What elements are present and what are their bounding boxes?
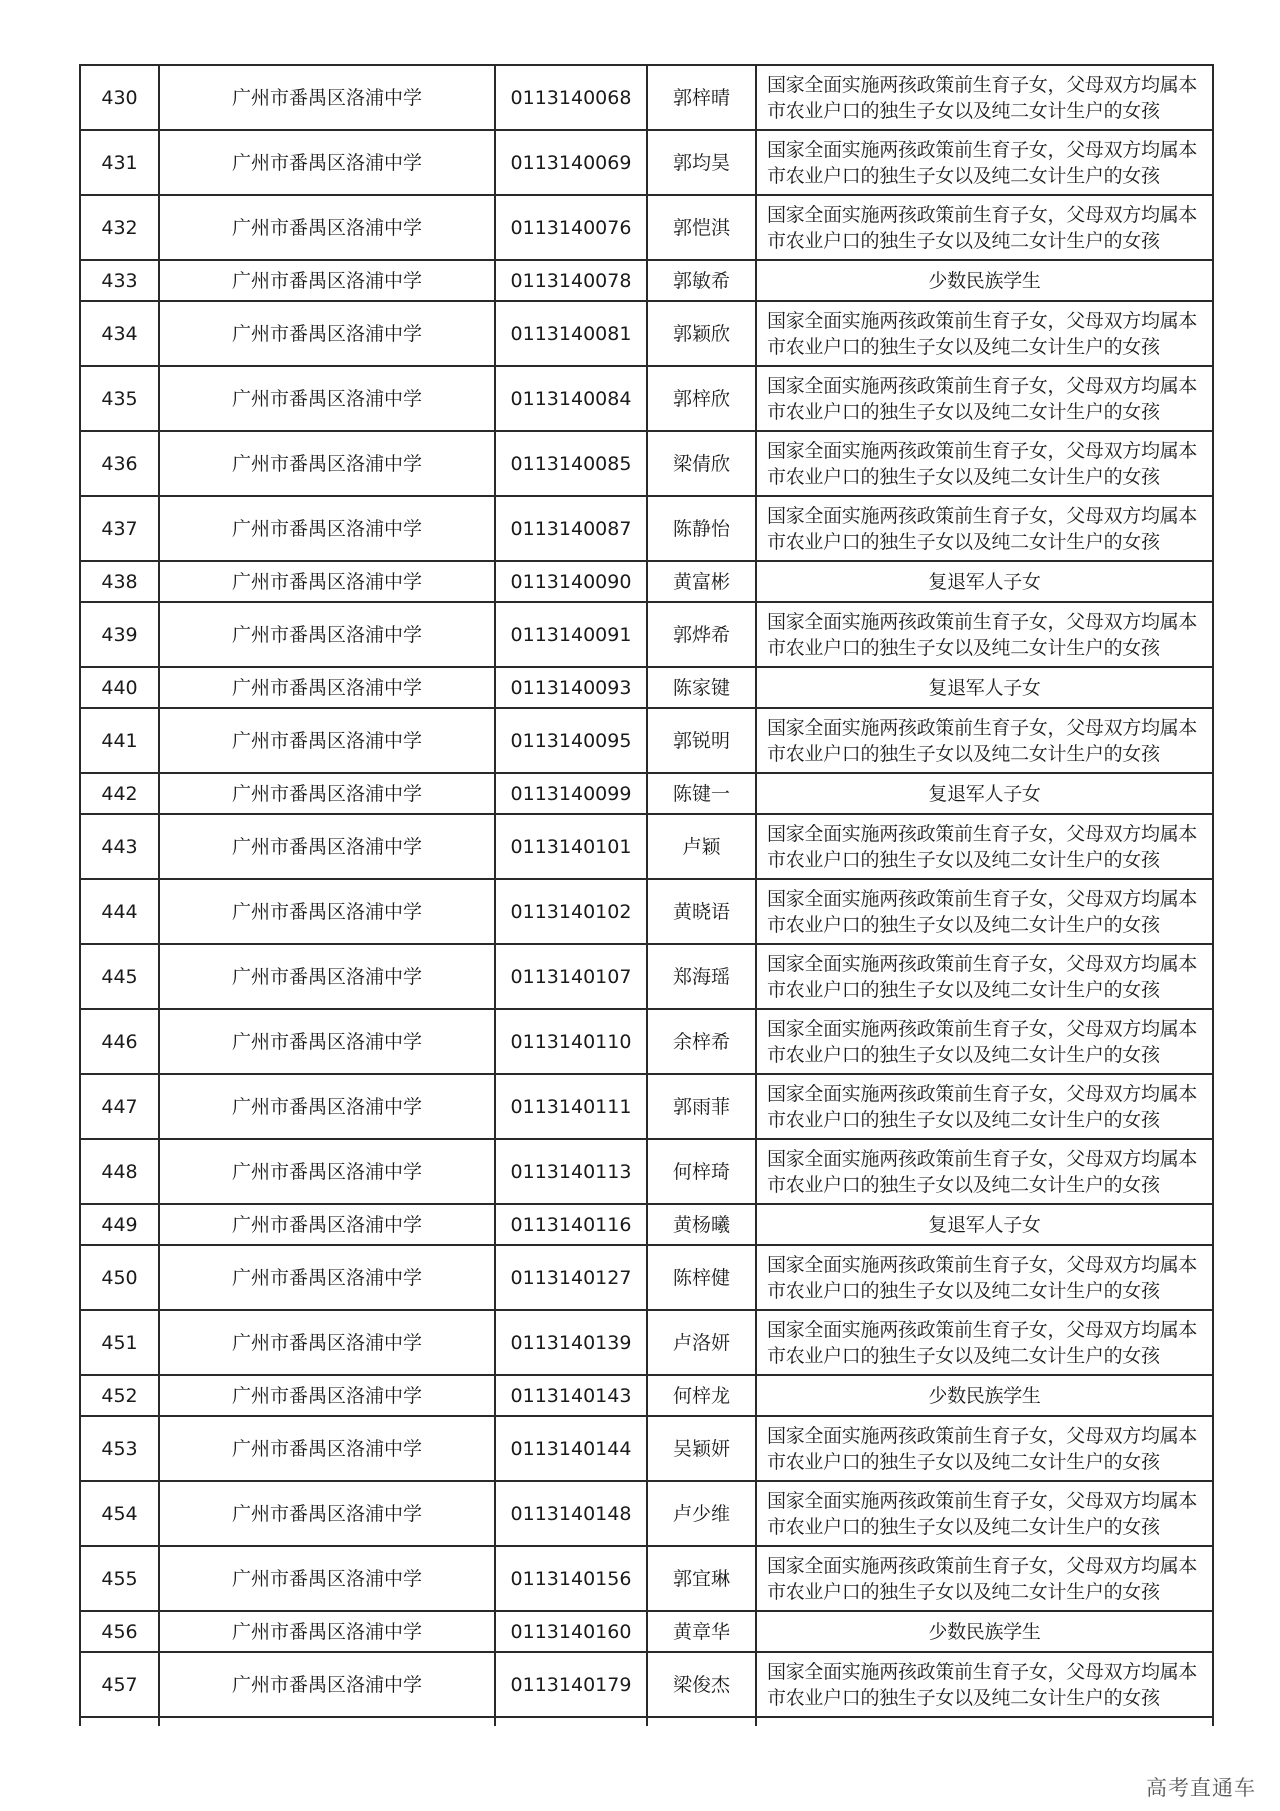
eligibility-category-cell: 国家全面实施两孩政策前生育子女，父母双方均属本市农业户口的独生子女以及纯二女计生户的女孩 [756,1652,1213,1717]
table-row [80,1652,1213,1717]
student-name-cell: 黄晓语 [647,879,756,944]
student-name-cell: 梁俊杰 [647,1652,756,1717]
row-number-cell: 456 [80,1611,159,1652]
eligibility-category-cell: 国家全面实施两孩政策前生育子女，父母双方均属本市农业户口的独生子女以及纯二女计生户的女孩 [756,431,1213,496]
table-row [80,1074,1213,1139]
table-continuation [80,1717,1213,1726]
row-number-cell: 446 [80,1009,159,1074]
student-name-cell: 何梓龙 [647,1375,756,1416]
row-number-cell: 452 [80,1375,159,1416]
school-name-cell: 广州市番禺区洛浦中学 [159,944,495,1009]
eligibility-category-cell: 国家全面实施两孩政策前生育子女，父母双方均属本市农业户口的独生子女以及纯二女计生户的女孩 [756,814,1213,879]
row-number-cell: 430 [80,65,159,130]
table-row [80,260,1213,301]
table-row [80,561,1213,602]
school-name-cell: 广州市番禺区洛浦中学 [159,1310,495,1375]
eligibility-category-cell: 国家全面实施两孩政策前生育子女，父母双方均属本市农业户口的独生子女以及纯二女计生户的女孩 [756,1546,1213,1611]
student-name-cell: 郭宜琳 [647,1546,756,1611]
school-name-cell: 广州市番禺区洛浦中学 [159,1546,495,1611]
table-row [80,301,1213,366]
eligibility-category-cell: 国家全面实施两孩政策前生育子女，父母双方均属本市农业户口的独生子女以及纯二女计生户的女孩 [756,1074,1213,1139]
student-id-cell: 0113140081 [495,301,647,366]
school-name-cell: 广州市番禺区洛浦中学 [159,561,495,602]
eligibility-category-cell: 国家全面实施两孩政策前生育子女，父母双方均属本市农业户口的独生子女以及纯二女计生户的女孩 [756,602,1213,667]
continuation-cell [80,1717,159,1726]
school-name-cell: 广州市番禺区洛浦中学 [159,879,495,944]
school-name-cell: 广州市番禺区洛浦中学 [159,773,495,814]
student-name-cell: 陈家键 [647,667,756,708]
table-row [80,1611,1213,1652]
student-id-cell: 0113140093 [495,667,647,708]
row-number-cell: 449 [80,1204,159,1245]
row-number-cell: 440 [80,667,159,708]
school-name-cell: 广州市番禺区洛浦中学 [159,1204,495,1245]
student-name-cell: 卢洛妍 [647,1310,756,1375]
student-id-cell: 0113140127 [495,1245,647,1310]
eligibility-category-cell: 国家全面实施两孩政策前生育子女，父母双方均属本市农业户口的独生子女以及纯二女计生户的女孩 [756,1310,1213,1375]
row-number-cell: 451 [80,1310,159,1375]
row-number-cell: 431 [80,130,159,195]
table-row [80,602,1213,667]
student-id-cell: 0113140087 [495,496,647,561]
student-name-cell: 卢少维 [647,1481,756,1546]
eligibility-category-cell: 国家全面实施两孩政策前生育子女，父母双方均属本市农业户口的独生子女以及纯二女计生户的女孩 [756,496,1213,561]
school-name-cell: 广州市番禺区洛浦中学 [159,366,495,431]
student-id-cell: 0113140107 [495,944,647,1009]
admission-list-table [79,64,1214,1726]
student-name-cell: 陈键一 [647,773,756,814]
row-number-cell: 432 [80,195,159,260]
school-name-cell: 广州市番禺区洛浦中学 [159,1611,495,1652]
row-number-cell: 453 [80,1416,159,1481]
row-number-cell: 437 [80,496,159,561]
table-row [80,1310,1213,1375]
eligibility-category-cell: 国家全面实施两孩政策前生育子女，父母双方均属本市农业户口的独生子女以及纯二女计生户的女孩 [756,1416,1213,1481]
table-row [80,65,1213,130]
eligibility-category-cell: 复退军人子女 [756,1204,1213,1245]
continuation-cell [756,1717,1213,1726]
row-number-cell: 450 [80,1245,159,1310]
row-number-cell: 447 [80,1074,159,1139]
school-name-cell: 广州市番禺区洛浦中学 [159,1375,495,1416]
school-name-cell: 广州市番禺区洛浦中学 [159,667,495,708]
table-row [80,1139,1213,1204]
student-name-cell: 郑海瑶 [647,944,756,1009]
school-name-cell: 广州市番禺区洛浦中学 [159,1074,495,1139]
student-name-cell: 郭均昊 [647,130,756,195]
student-name-cell: 郭梓晴 [647,65,756,130]
school-name-cell: 广州市番禺区洛浦中学 [159,431,495,496]
continuation-cell [159,1717,495,1726]
student-id-cell: 0113140078 [495,260,647,301]
school-name-cell: 广州市番禺区洛浦中学 [159,1245,495,1310]
student-id-cell: 0113140148 [495,1481,647,1546]
eligibility-category-cell: 国家全面实施两孩政策前生育子女，父母双方均属本市农业户口的独生子女以及纯二女计生户的女孩 [756,708,1213,773]
eligibility-category-cell: 少数民族学生 [756,1375,1213,1416]
student-name-cell: 郭锐明 [647,708,756,773]
student-name-cell: 黄章华 [647,1611,756,1652]
student-id-cell: 0113140110 [495,1009,647,1074]
row-number-cell: 434 [80,301,159,366]
table-row [80,1546,1213,1611]
school-name-cell: 广州市番禺区洛浦中学 [159,65,495,130]
row-number-cell: 436 [80,431,159,496]
eligibility-category-cell: 国家全面实施两孩政策前生育子女，父母双方均属本市农业户口的独生子女以及纯二女计生户的女孩 [756,1245,1213,1310]
school-name-cell: 广州市番禺区洛浦中学 [159,1481,495,1546]
school-name-cell: 广州市番禺区洛浦中学 [159,195,495,260]
row-number-cell: 443 [80,814,159,879]
student-id-cell: 0113140095 [495,708,647,773]
student-id-cell: 0113140143 [495,1375,647,1416]
row-number-cell: 438 [80,561,159,602]
table-row [80,944,1213,1009]
school-name-cell: 广州市番禺区洛浦中学 [159,1416,495,1481]
student-id-cell: 0113140069 [495,130,647,195]
table-row [80,1009,1213,1074]
row-number-cell: 457 [80,1652,159,1717]
eligibility-category-cell: 国家全面实施两孩政策前生育子女，父母双方均属本市农业户口的独生子女以及纯二女计生户的女孩 [756,1009,1213,1074]
eligibility-category-cell: 复退军人子女 [756,773,1213,814]
eligibility-category-cell: 少数民族学生 [756,260,1213,301]
row-number-cell: 441 [80,708,159,773]
table-row [80,366,1213,431]
school-name-cell: 广州市番禺区洛浦中学 [159,814,495,879]
eligibility-category-cell: 少数民族学生 [756,1611,1213,1652]
school-name-cell: 广州市番禺区洛浦中学 [159,1139,495,1204]
table-body [80,65,1213,1726]
student-name-cell: 何梓琦 [647,1139,756,1204]
student-name-cell: 卢颖 [647,814,756,879]
school-name-cell: 广州市番禺区洛浦中学 [159,130,495,195]
school-name-cell: 广州市番禺区洛浦中学 [159,496,495,561]
school-name-cell: 广州市番禺区洛浦中学 [159,260,495,301]
student-id-cell: 0113140090 [495,561,647,602]
student-name-cell: 陈静怡 [647,496,756,561]
eligibility-category-cell: 国家全面实施两孩政策前生育子女，父母双方均属本市农业户口的独生子女以及纯二女计生户的女孩 [756,1481,1213,1546]
table-row [80,195,1213,260]
school-name-cell: 广州市番禺区洛浦中学 [159,1652,495,1717]
eligibility-category-cell: 国家全面实施两孩政策前生育子女，父母双方均属本市农业户口的独生子女以及纯二女计生户的女孩 [756,366,1213,431]
student-id-cell: 0113140102 [495,879,647,944]
watermark: 高考直通车 [1146,1776,1256,1800]
eligibility-category-cell: 国家全面实施两孩政策前生育子女，父母双方均属本市农业户口的独生子女以及纯二女计生户的女孩 [756,301,1213,366]
row-number-cell: 433 [80,260,159,301]
student-id-cell: 0113140156 [495,1546,647,1611]
row-number-cell: 455 [80,1546,159,1611]
student-name-cell: 吴颖妍 [647,1416,756,1481]
table-row [80,130,1213,195]
row-number-cell: 439 [80,602,159,667]
eligibility-category-cell: 国家全面实施两孩政策前生育子女，父母双方均属本市农业户口的独生子女以及纯二女计生户的女孩 [756,65,1213,130]
table-row [80,814,1213,879]
student-id-cell: 0113140139 [495,1310,647,1375]
eligibility-category-cell: 复退军人子女 [756,561,1213,602]
table-row [80,879,1213,944]
student-id-cell: 0113140085 [495,431,647,496]
school-name-cell: 广州市番禺区洛浦中学 [159,708,495,773]
eligibility-category-cell: 复退军人子女 [756,667,1213,708]
eligibility-category-cell: 国家全面实施两孩政策前生育子女，父母双方均属本市农业户口的独生子女以及纯二女计生户的女孩 [756,130,1213,195]
table-row [80,1416,1213,1481]
student-id-cell: 0113140179 [495,1652,647,1717]
table-row [80,1245,1213,1310]
student-name-cell: 陈梓健 [647,1245,756,1310]
table-row [80,667,1213,708]
table-row [80,708,1213,773]
student-id-cell: 0113140144 [495,1416,647,1481]
eligibility-category-cell: 国家全面实施两孩政策前生育子女，父母双方均属本市农业户口的独生子女以及纯二女计生户的女孩 [756,195,1213,260]
student-id-cell: 0113140068 [495,65,647,130]
student-name-cell: 郭梓欣 [647,366,756,431]
student-id-cell: 0113140160 [495,1611,647,1652]
row-number-cell: 448 [80,1139,159,1204]
student-id-cell: 0113140113 [495,1139,647,1204]
student-id-cell: 0113140084 [495,366,647,431]
student-name-cell: 郭敏希 [647,260,756,301]
school-name-cell: 广州市番禺区洛浦中学 [159,301,495,366]
row-number-cell: 445 [80,944,159,1009]
row-number-cell: 454 [80,1481,159,1546]
student-name-cell: 郭烨希 [647,602,756,667]
table-row [80,1481,1213,1546]
student-name-cell: 黄富彬 [647,561,756,602]
student-name-cell: 郭恺淇 [647,195,756,260]
table-row [80,773,1213,814]
row-number-cell: 442 [80,773,159,814]
student-name-cell: 郭雨菲 [647,1074,756,1139]
continuation-cell [647,1717,756,1726]
continuation-cell [495,1717,647,1726]
student-id-cell: 0113140091 [495,602,647,667]
student-name-cell: 梁倩欣 [647,431,756,496]
student-name-cell: 余梓希 [647,1009,756,1074]
row-number-cell: 435 [80,366,159,431]
school-name-cell: 广州市番禺区洛浦中学 [159,1009,495,1074]
student-id-cell: 0113140116 [495,1204,647,1245]
eligibility-category-cell: 国家全面实施两孩政策前生育子女，父母双方均属本市农业户口的独生子女以及纯二女计生户的女孩 [756,1139,1213,1204]
eligibility-category-cell: 国家全面实施两孩政策前生育子女，父母双方均属本市农业户口的独生子女以及纯二女计生户的女孩 [756,944,1213,1009]
table-row [80,431,1213,496]
eligibility-category-cell: 国家全面实施两孩政策前生育子女，父母双方均属本市农业户口的独生子女以及纯二女计生户的女孩 [756,879,1213,944]
student-id-cell: 0113140099 [495,773,647,814]
student-name-cell: 黄杨曦 [647,1204,756,1245]
table-row [80,496,1213,561]
student-id-cell: 0113140111 [495,1074,647,1139]
student-id-cell: 0113140101 [495,814,647,879]
student-id-cell: 0113140076 [495,195,647,260]
row-number-cell: 444 [80,879,159,944]
student-name-cell: 郭颖欣 [647,301,756,366]
table-row [80,1375,1213,1416]
table-row [80,1204,1213,1245]
school-name-cell: 广州市番禺区洛浦中学 [159,602,495,667]
